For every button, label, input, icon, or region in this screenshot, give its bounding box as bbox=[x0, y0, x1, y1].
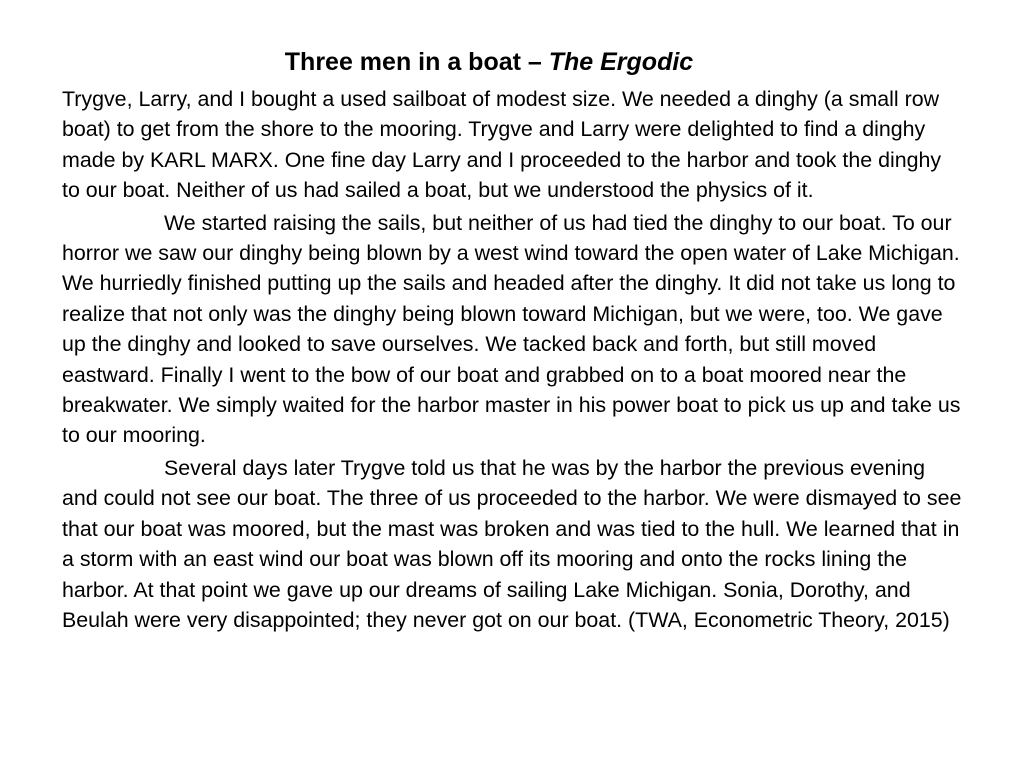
paragraph-3: Several days later Trygve told us that he was by the harbor the previous evening and could not see our boat. The three of us proceeded to the harbor. We were dismayed to see that our boat was moored, but the mast was broken and was tied to the hull. We learned that in a storm with an east wind our boat was blown off its mooring and onto the rocks lining the harbor. At that point we gave up our dreams of sailing Lake Michigan. Sonia, Dorothy, and Beulah were very disappointed; they never got on our boat. (TWA, Econometric Theory, 2015) bbox=[62, 455, 962, 632]
paragraph-1: Trygve, Larry, and I bought a used sailboat of modest size. We needed a dinghy (a small row boat) to get from the shore to the mooring. Trygve and Larry were delighted to find a dinghy made by KARL MARX. One fine day Larry and I proceeded to the harbor and took the dinghy to our boat. Neither of us had sailed a boat, but we understood the physics of it. bbox=[62, 87, 942, 203]
paragraph-2: We started raising the sails, but neither of us had tied the dinghy to our boat. To our horror we saw our dinghy being blown by a west wind toward the open water of Lake Michigan. We hurriedly finished putting up the sails and headed after the dinghy. It did not take us long to realize that not only was the dinghy being blown toward Michigan, but we were, too. We gave up the dinghy and looked to save ourselves. We tacked back and forth, but still moved eastward. Finally I went to the bow of our boat and grabbed on to a boat moored near the breakwater. We simply waited for the harbor master in his power boat to pick us up and take us to our mooring. bbox=[62, 210, 961, 448]
title-main: Three men in a boat – bbox=[284, 47, 549, 76]
story-body bbox=[62, 84, 964, 637]
slide-title bbox=[0, 45, 978, 79]
title-italic: The Ergodic bbox=[548, 47, 694, 76]
